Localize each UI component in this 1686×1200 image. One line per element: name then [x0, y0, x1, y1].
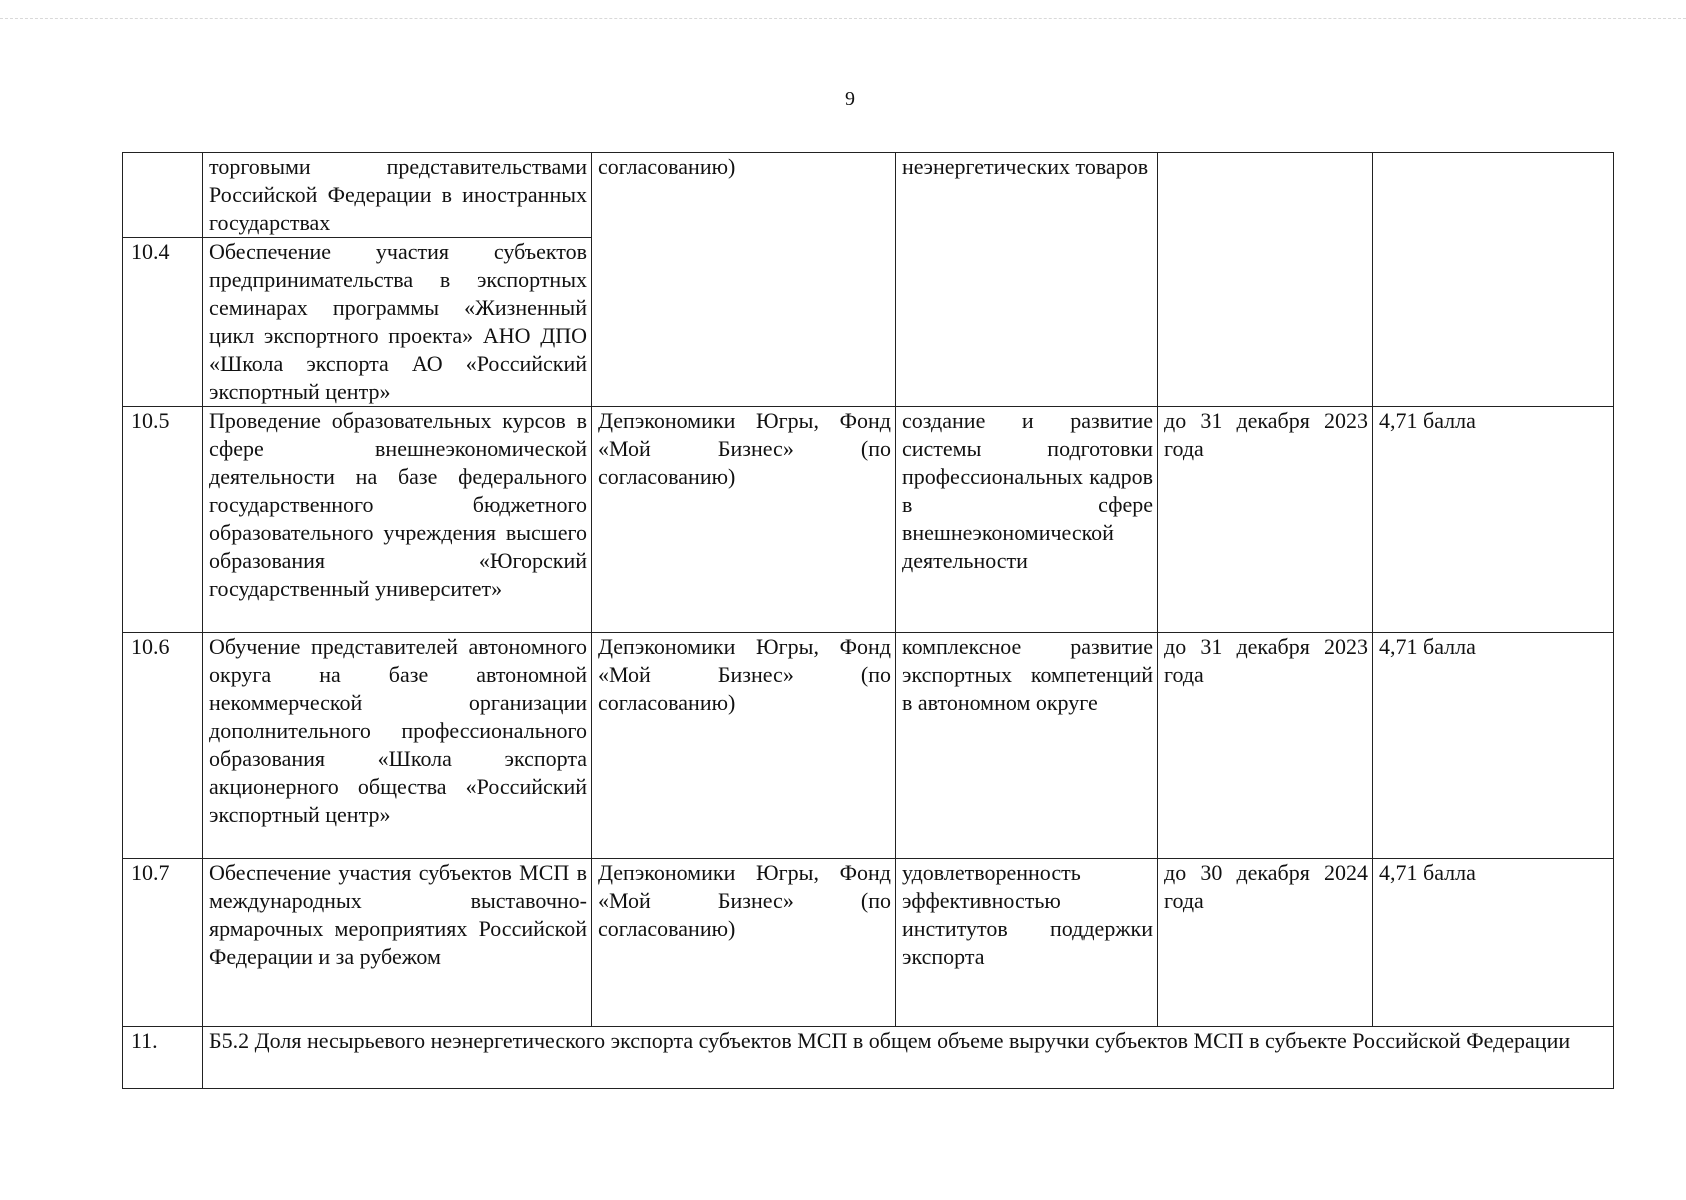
- result-cell: неэнергетических товаров: [896, 153, 1158, 407]
- table-row: [123, 859, 1614, 1027]
- indicator-cell: [1373, 153, 1614, 407]
- deadline-cell: до 31 декабря 2023 года: [1158, 407, 1373, 633]
- row-number: 10.7: [123, 859, 203, 1027]
- row-number: 10.6: [123, 633, 203, 859]
- page-number: 9: [845, 88, 855, 110]
- activity-cell: Обеспечение участия субъектов МСП в международных выставочно-ярмарочных мероприятиях Российской Федерации и за рубежом: [203, 859, 592, 1027]
- activity-cell: Обучение представителей автономного округа на базе автономной некоммерческой организации дополнительного профессионального образования «Школа экспорта акционерного общества «Российский экспортный центр»: [203, 633, 592, 859]
- deadline-cell: до 30 декабря 2024 года: [1158, 859, 1373, 1027]
- row-number: 10.5: [123, 407, 203, 633]
- responsible-cell: Депэкономики Югры, Фонд «Мой Бизнес» (по согласованию): [592, 407, 896, 633]
- indicator-cell: 4,71 балла: [1373, 633, 1614, 859]
- responsible-cell: Депэкономики Югры, Фонд «Мой Бизнес» (по согласованию): [592, 633, 896, 859]
- row-number: 11.: [123, 1027, 203, 1089]
- activity-cell: Обеспечение участия субъектов предпринимательства в экспортных семинарах программы «Жизненный цикл экспортного проекта» АНО ДПО «Школа экспорта АО «Российский экспортный центр»: [203, 238, 592, 407]
- responsible-cell: Депэкономики Югры, Фонд «Мой Бизнес» (по согласованию): [592, 859, 896, 1027]
- result-cell: комплексное развитие экспортных компетенций в автономном округе: [896, 633, 1158, 859]
- row-number: 10.4: [123, 238, 203, 407]
- activity-cell: торговыми представительствами Российской Федерации в иностранных государствах: [203, 153, 592, 238]
- table-row: [123, 153, 1614, 238]
- deadline-cell: [1158, 153, 1373, 407]
- result-cell: создание и развитие системы подготовки профессиональных кадров в сфере внешнеэкономической деятельности: [896, 407, 1158, 633]
- table-row: [123, 1027, 1614, 1089]
- responsible-cell: согласованию): [592, 153, 896, 407]
- row-number: [123, 153, 203, 238]
- indicator-cell: 4,71 балла: [1373, 407, 1614, 633]
- activity-cell: Проведение образовательных курсов в сфере внешнеэкономической деятельности на базе федерального государственного бюджетного образовательного учреждения высшего образования «Югорский государственный университет»: [203, 407, 592, 633]
- result-cell: удовлетворенность эффективностью институтов поддержки экспорта: [896, 859, 1158, 1027]
- measures-table: [122, 152, 1614, 1089]
- section-heading-cell: Б5.2 Доля несырьевого неэнергетического экспорта субъектов МСП в общем объеме выручки субъектов МСП в субъекте Российской Федерации: [203, 1027, 1614, 1089]
- table-row: [123, 633, 1614, 859]
- indicator-cell: 4,71 балла: [1373, 859, 1614, 1027]
- scan-edge-artifact: [0, 18, 1686, 25]
- table-row: [123, 407, 1614, 633]
- deadline-cell: до 31 декабря 2023 года: [1158, 633, 1373, 859]
